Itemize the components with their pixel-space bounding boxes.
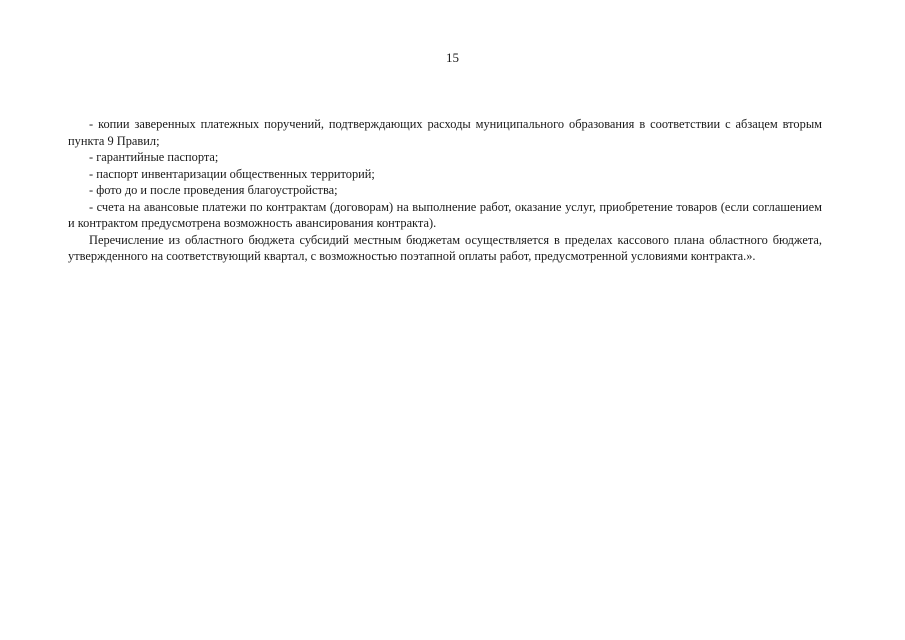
page-number: 15 [446,50,459,65]
paragraph-advance-invoices: - счета на авансовые платежи по контрактам (договорам) на выполнение работ, оказание услуг, приобретение товаров (если соглашением и контрактом предусмотрена возможность авансирования контракта). [68,199,822,230]
document-body [68,116,822,265]
paragraph-inventory-passport: - паспорт инвентаризации общественных территорий; [89,166,375,181]
paragraph-payment-orders: - копии заверенных платежных поручений, подтверждающих расходы муниципального образования в соответствии с абзацем вторым пункта 9 Правил; [68,117,822,148]
paragraph-subsidy-transfer: Перечисление из областного бюджета субсидий местным бюджетам осуществляется в пределах кассового плана областного бюджета, утвержденного на соответствующий квартал, с возможностью поэтапной оплаты работ, предусмотренной условиями контракта.». [68,232,822,263]
paragraph-warranty-passports: - гарантийные паспорта; [89,150,219,164]
paragraph-photos: - фото до и после проведения благоустройства; [89,183,338,197]
